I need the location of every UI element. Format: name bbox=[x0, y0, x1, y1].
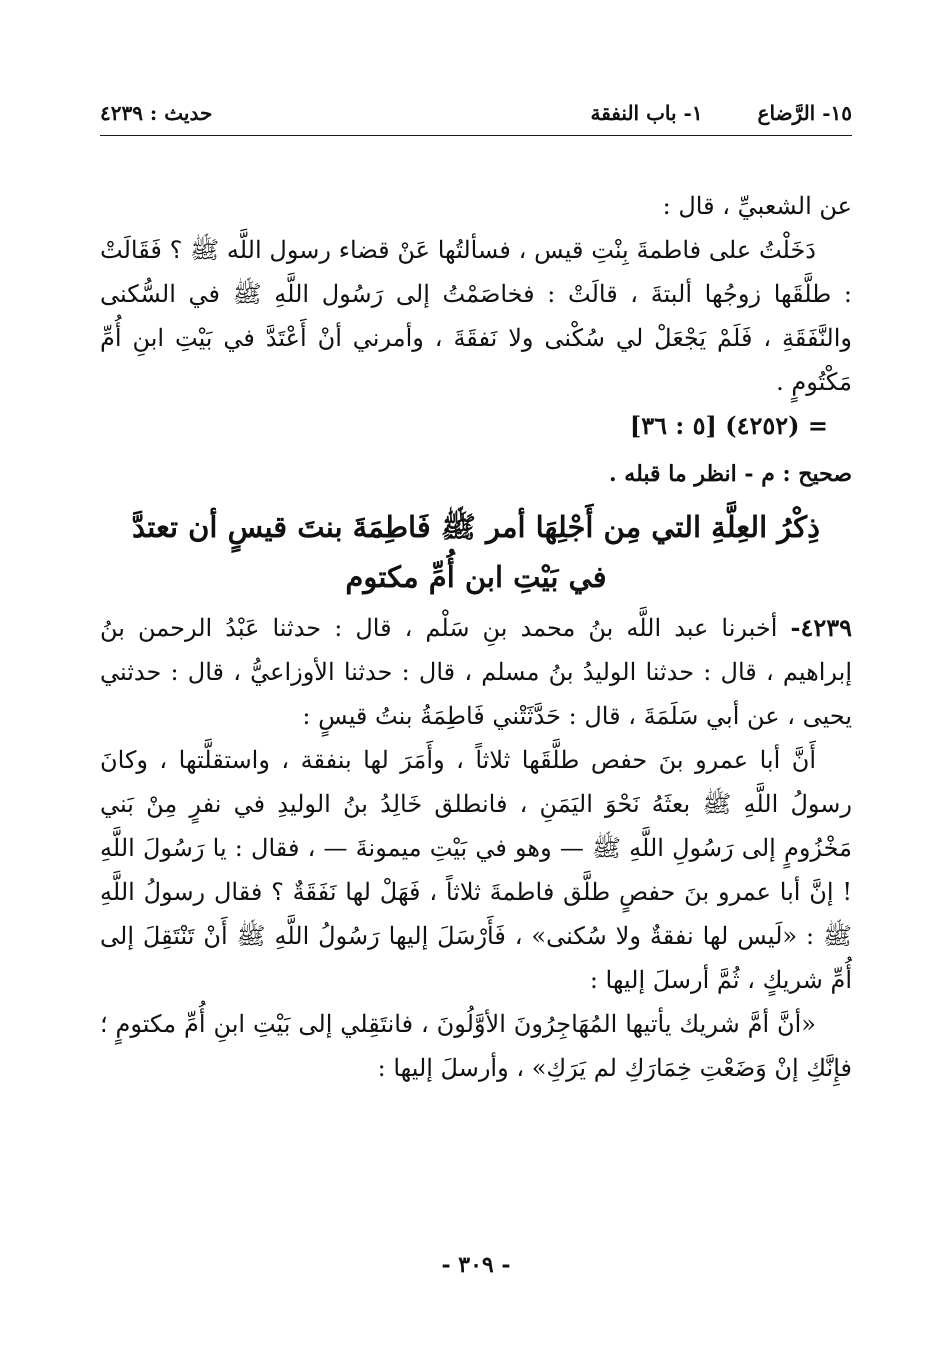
page-body bbox=[100, 184, 852, 1090]
grading-note: صحيح : م - انظر ما قبله . bbox=[608, 461, 852, 487]
running-header bbox=[100, 95, 852, 136]
header-right bbox=[590, 101, 852, 125]
cross-reference: = (٤٢٥٢) [٥ : ٣٦] bbox=[629, 411, 828, 440]
intro-paragraph: دَخَلْتُ على فاطمةَ بِنْتِ قيس ، فسألتُها عَنْ قضاء رسول اللَّه ﷺ ؟ فَقَالَتْ : طلَّقَها زوجُها ألبتةَ ، قالَتْ : فخاصَمْتُ إلى رَسُول اللَّهِ ﷺ في السُّكنى والنَّفَقَةِ ، فَلَمْ يَجْعَلْ لي سُكْنى ولا نَفقَةَ ، وأمرني أنْ أَعْتَدَّ في بَيْتِ ابنِ أُمِّ مَكْتُومٍ . bbox=[100, 236, 852, 396]
section-title: ١- باب النفقة bbox=[590, 101, 703, 125]
hadith-isnad bbox=[100, 606, 852, 738]
heading-line-1: ذِكْرُ العِلَّةِ التي مِن أَجْلِهَا أمر ﷺ فَاطِمَةَ بنتَ قيسٍ أن تعتدَّ bbox=[131, 510, 820, 544]
hadith-continuation: «أنَّ أمَّ شريك يأتيها المُهَاجِرُونَ الأوَّلُونَ ، فانتَقِلي إلى بَيْتِ ابنِ أُمِّ مكتومٍ ؛ فإِنَّكِ إنْ وَضَعْتِ خِمَارَكِ لم يَرَكِ» ، وأرسلَ إليها : bbox=[100, 1010, 852, 1082]
heading-line-2: في بَيْتِ ابن أُمِّ مكتوم bbox=[345, 560, 607, 594]
chapter-title: ١٥- الرَّضاع bbox=[757, 101, 852, 125]
hadith-matn: أَنَّ أبا عمرو بنَ حفص طلَّقَها ثلاثاً ، وأَمَرَ لها بنفقة ، واستقلَّتها ، وكانَ رسولُ اللَّهِ ﷺ بعثَهُ نَحْوَ اليَمَنِ ، فانطلق خَالِدُ بنُ الوليدِ في نفرٍ مِنْ بَني مَخْزُومٍ إلى رَسُولِ اللَّهِ ﷺ — وهو في بَيْتِ ميمونةَ — ، فقال : يا رَسُولَ اللَّهِ ! إنَّ أبا عمرو بنَ حفصٍ طلَّق فاطمةَ ثلاثاً ، فَهَلْ لها نَفَقَةٌ ؟ فقال رسولُ اللَّهِ ﷺ : «لَيس لها نفقةٌ ولا سُكنى» ، فَأَرْسَلَ إليها رَسُولُ اللَّهِ ﷺ أَنْ تَنْتَقِلَ إلى أُمِّ شريكٍ ، ثُمَّ أرسلَ إليها : bbox=[100, 746, 852, 994]
intro-line: عن الشعبيِّ ، قال : bbox=[662, 192, 852, 220]
isnad-text: أخبرنا عبد اللَّه بنُ محمد بنِ سَلْم ، قال : حدثنا عَبْدُ الرحمن بنُ إبراهيم ، قال : حدثنا الوليدُ بنُ مسلم ، قال : حدثنا الأوزاعيُّ ، قال : حدثني يحيى ، عن أبي سَلَمَةَ ، قال : حَدَّثَتْني فَاطِمَةُ بنتُ قيسٍ : bbox=[100, 614, 852, 730]
book-page bbox=[100, 95, 852, 1295]
page-number: - ٣٠٩ - bbox=[441, 1252, 511, 1278]
hadith-number: ٤٢٣٩- bbox=[790, 613, 852, 642]
hadith-reference: حديث : ٤٢٣٩ bbox=[100, 101, 213, 125]
chapter-heading bbox=[100, 502, 852, 602]
